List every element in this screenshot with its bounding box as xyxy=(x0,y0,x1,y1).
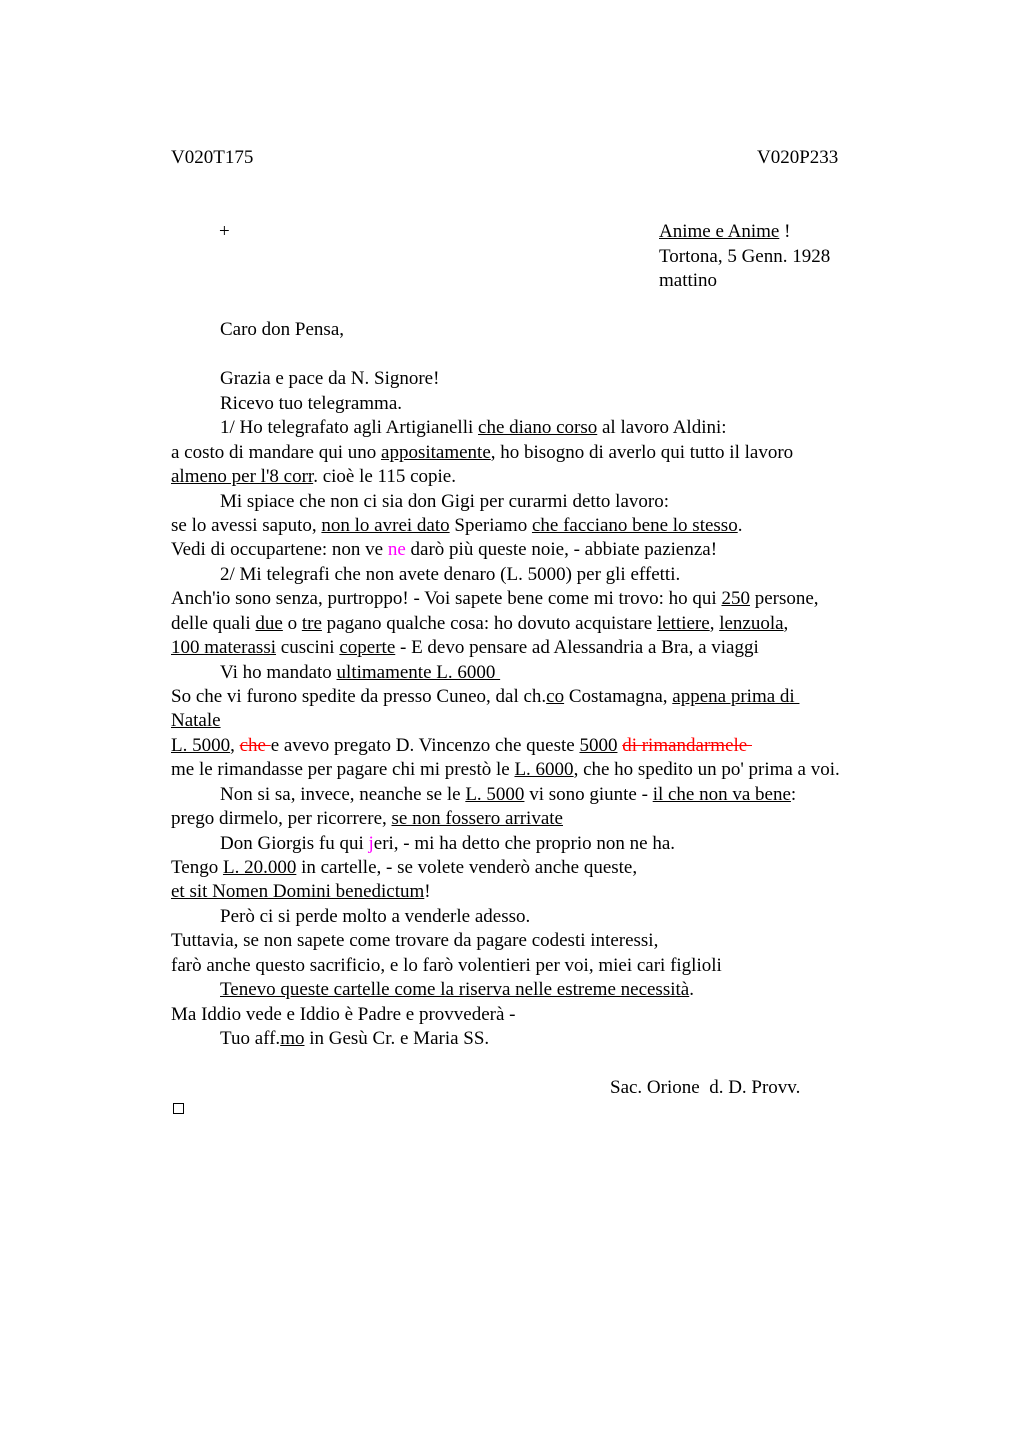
letter-line: Mi spiace che non ci sia don Gigi per curarmi detto lavoro: xyxy=(220,491,670,512)
cross-mark: + xyxy=(219,221,230,242)
letter-line: Grazia e pace da N. Signore! xyxy=(220,368,440,389)
letter-line: me le rimandasse per pagare chi mi prestò le L. 6000, che ho spedito un po' prima a voi. xyxy=(171,759,840,780)
letter-line: farò anche questo sacrificio, e lo farò volentieri per voi, miei cari figlioli xyxy=(171,955,722,976)
signature: Sac. Orione d. D. Provv. xyxy=(610,1077,801,1098)
letter-line: almeno per l'8 corr. cioè le 115 copie. xyxy=(171,466,456,487)
inserted-text: j xyxy=(368,833,374,854)
document-code-left: V020T175 xyxy=(171,147,254,168)
document-code-right: V020P233 xyxy=(757,147,839,168)
motto: Anime e Anime xyxy=(659,221,780,242)
place-date: Tortona, 5 Genn. 1928 xyxy=(659,246,831,267)
letter-line: delle quali due o tre pagano qualche cosa: ho dovuto acquistare lettiere, lenzuola, xyxy=(171,613,789,634)
letter-line: Tuttavia, se non sapete come trovare da pagare codesti interessi, xyxy=(171,930,659,951)
salutation: Caro don Pensa, xyxy=(220,319,345,340)
letter-line: prego dirmelo, per ricorrere, se non fossero arrivate xyxy=(171,808,563,829)
deleted-text: di rimandarmele xyxy=(622,735,752,756)
letter-line: et sit Nomen Domini benedictum! xyxy=(171,881,431,902)
letter-line: Non si sa, invece, neanche se le L. 5000 vi sono giunte - il che non va bene: xyxy=(220,784,797,805)
time-of-day: mattino xyxy=(659,270,718,291)
deleted-text: che xyxy=(239,735,271,756)
letter-line: Anch'io sono senza, purtroppo! - Voi sapete bene come mi trovo: ho qui 250 persone, xyxy=(171,588,819,609)
end-mark-box-icon xyxy=(173,1103,184,1114)
letter-line: se lo avessi saputo, non lo avrei dato Speriamo che facciano bene lo stesso. xyxy=(171,515,743,536)
letter-line: 1/ Ho telegrafato agli Artigianelli che diano corso al lavoro Aldini: xyxy=(220,417,727,438)
inserted-text: ne xyxy=(387,539,406,560)
letter-line: Vedi di occupartene: non ve ne darò più queste noie, - abbiate pazienza! xyxy=(171,539,718,560)
letter-line: Però ci si perde molto a venderle adesso. xyxy=(220,906,531,927)
letter-line: 100 materassi cuscini coperte - E devo pensare ad Alessandria a Bra, a viaggi xyxy=(171,637,759,658)
letter-line: So che vi furono spedite da presso Cuneo, dal ch.co Costamagna, appena prima di xyxy=(171,686,800,707)
letter-line: L. 5000, che e avevo pregato D. Vincenzo che queste 5000 di rimandarmele xyxy=(171,735,752,756)
letter-line: Tuo aff.mo in Gesù Cr. e Maria SS. xyxy=(220,1028,490,1049)
letter-line: Ma Iddio vede e Iddio è Padre e provvederà - xyxy=(171,1004,516,1025)
letter-line: Vi ho mandato ultimamente L. 6000 xyxy=(220,662,501,683)
letter-line: Tenevo queste cartelle come la riserva nelle estreme necessità. xyxy=(220,979,694,1000)
letter-line: Natale xyxy=(171,710,221,731)
letter-line: Don Giorgis fu qui jeri, - mi ha detto che proprio non ne ha. xyxy=(220,833,676,854)
motto-line xyxy=(659,220,790,244)
letter-line: Ricevo tuo telegramma. xyxy=(220,393,403,414)
letter-line: a costo di mandare qui uno appositamente, ho bisogno di averlo qui tutto il lavoro xyxy=(171,442,794,463)
letter-line: Tengo L. 20.000 in cartelle, - se volete venderò anche queste, xyxy=(171,857,638,878)
motto-exclamation: ! xyxy=(779,221,791,242)
letter-line: 2/ Mi telegrafi che non avete denaro (L. 5000) per gli effetti. xyxy=(220,564,681,585)
